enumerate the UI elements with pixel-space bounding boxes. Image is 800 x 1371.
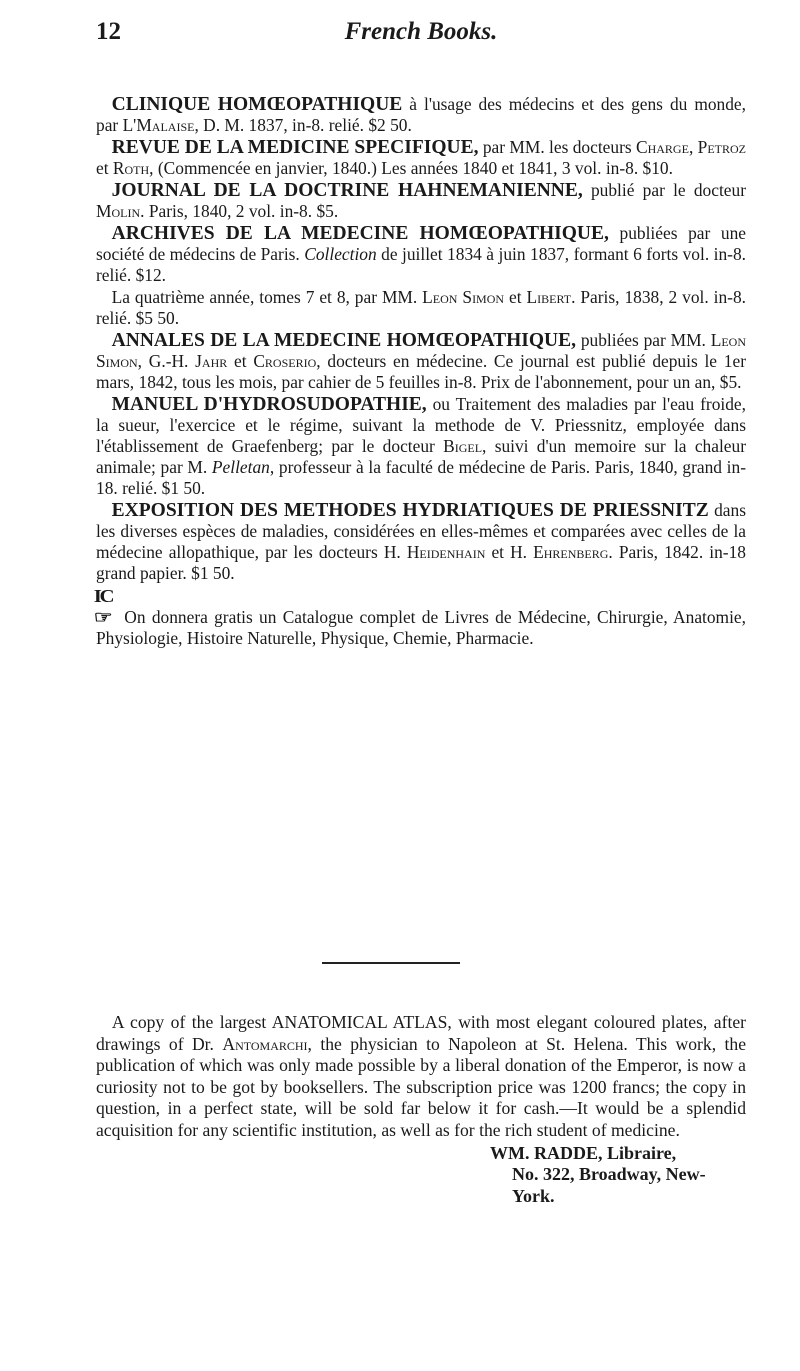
- book-entry-journal: JOURNAL DE LA DOCTRINE HAHNEMANIENNE, publié par le docteur Molin. Paris, 1840, 2 vol. in-8. $5.: [96, 180, 747, 221]
- entry-title: REVUE DE LA MEDICINE SPECIFIQUE,: [111, 137, 479, 158]
- section-divider: [322, 962, 460, 964]
- book-entry-manuel: MANUEL D'HYDROSUDOPATHIE, ou Traitement des maladies par l'eau froide, la sueur, l'exercice et le régime, suivant la methode de V. Priessnitz, employée dans l'établissement de Graefenberg; par le docteur Bigel, suivi d'un memoire sur la chaleur animale; par M. Pelletan, professeur à la faculté de médecine de Paris. Paris, 1840, grand in-18. relié. $1 50.: [96, 394, 746, 498]
- entry-title: JOURNAL DE LA DOCTRINE HAHNEMANIENNE,: [111, 180, 583, 201]
- running-head: French Books.: [344, 18, 498, 45]
- pointing-hand-icon: IC☞: [93, 586, 113, 627]
- book-entry-clinique: CLINIQUE HOMŒOPATHIQUE à l'usage des médecins et des gens du monde, par L'Malaise, D. M. 1837, in-8. relié. $2 50.: [96, 94, 746, 135]
- entry-title: MANUEL D'HYDROSUDOPATHIE,: [111, 394, 427, 415]
- catalogue-note: IC☞ On donnera gratis un Catalogue complet de Livres de Médecine, Chirurgie, Anatomie, Physiologie, Histoire Naturelle, Physique, Chemie, Pharmacie.: [93, 586, 746, 648]
- entry-title: ARCHIVES DE LA MEDECINE HOMŒOPATHIQUE,: [111, 223, 609, 244]
- entry-title: CLINIQUE HOMŒOPATHIQUE: [111, 94, 403, 115]
- book-entry-archives-continued: La quatrième année, tomes 7 et 8, par MM. Leon Simon et Libert. Paris, 1838, 2 vol. in-8. relié. $5 50.: [96, 287, 747, 328]
- book-entry-archives: ARCHIVES DE LA MEDECINE HOMŒOPATHIQUE, publiées par une société de médecins de Paris. Collection de juillet 1834 à juin 1837, formant 6 forts vol. in-8. relié. $12.: [96, 223, 747, 285]
- page-header: [96, 18, 746, 48]
- book-list: [93, 94, 747, 649]
- book-entry-annales: ANNALES DE LA MEDECINE HOMŒOPATHIQUE, publiées par MM. Leon Simon, G.-H. Jahr et Croserio, docteurs en médecine. Ce journal est publié depuis le 1er mars, 1842, tous les mois, par cahier de 5 feuilles in-8. Prix de l'abonnement, pour un an, $5.: [96, 330, 747, 392]
- signature-name: WM. RADDE, Libraire,: [490, 1142, 677, 1163]
- entry-title: EXPOSITION DES METHODES HYDRIATIQUES DE PRIESSNITZ: [111, 500, 709, 521]
- book-entry-exposition: EXPOSITION DES METHODES HYDRIATIQUES DE PRIESSNITZ dans les diverses espèces de maladies, considérées en elles-mêmes et comparées avec celles de la médecine allopathique, par les docteurs H. Heidenhain et H. Ehrenberg. Paris, 1842. in-18 grand papier. $1 50.: [96, 500, 746, 583]
- advert-body: A copy of the largest ANATOMICAL ATLAS, with most elegant coloured plates, after drawings of Dr. Antomarchi, the physician to Napoleon at St. Helena. This work, the publication of which was only made possible by a liberal donation of the Emperor, is now a curiosity not to be got by booksellers. The subscription price was 1200 francs; the copy in question, in a perfect state, will be sold far below it for cash.—It would be a splendid acquisition for any scientific institution, as well as for the rich student of medicine.: [96, 1012, 747, 1140]
- publisher-signature: [96, 1143, 746, 1208]
- page-number: 12: [96, 18, 121, 45]
- entry-title: ANNALES DE LA MEDECINE HOMŒOPATHIQUE,: [111, 330, 576, 351]
- signature-address: No. 322, Broadway, New-York.: [512, 1164, 706, 1206]
- book-entry-revue: REVUE DE LA MEDICINE SPECIFIQUE, par MM. les docteurs Charge, Petroz et Roth, (Commencée en janvier, 1840.) Les années 1840 et 1841, 3 vol. in-8. $10.: [96, 137, 746, 178]
- atlas-advertisement: [96, 1012, 746, 1207]
